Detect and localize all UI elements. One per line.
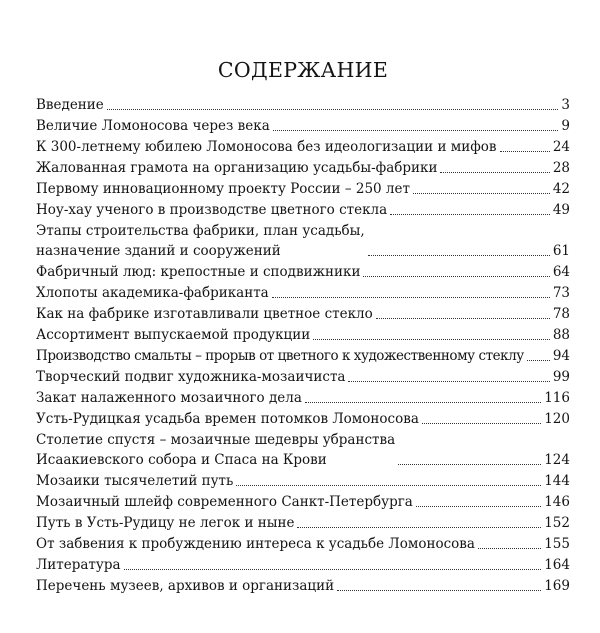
toc-entry xyxy=(36,513,570,533)
toc-entry xyxy=(36,200,570,220)
toc-entry-page: 9 xyxy=(561,118,570,134)
dot-leader xyxy=(422,423,541,424)
toc-entry-title: Перечень музеев, архивов и организаций xyxy=(36,578,335,594)
toc-entry-title: Величие Ломоносова через века xyxy=(36,118,270,134)
toc-entry-title: От забвения к пробуждению интереса к усадьбе Ломоносова xyxy=(36,536,475,552)
toc-entry-title: Путь в Усть-Рудицу не легок и ныне xyxy=(36,515,295,531)
dot-leader xyxy=(390,214,550,215)
toc-entry-page: 146 xyxy=(544,494,570,510)
toc-entry-page: 61 xyxy=(552,243,570,259)
toc-entry-page: 169 xyxy=(544,578,570,594)
toc-entry xyxy=(36,555,570,575)
dot-leader xyxy=(273,130,559,131)
dot-leader xyxy=(305,402,541,403)
toc-entry xyxy=(36,221,570,261)
toc-entry-page: 155 xyxy=(544,536,570,552)
toc-entry-title: Закат налаженного мозаичного дела xyxy=(36,390,302,406)
contents-page xyxy=(36,0,570,633)
page-title: СОДЕРЖАНИЕ xyxy=(217,58,389,82)
toc-entry-title: Этапы строительства фабрики, план усадьбы, назначение зданий и сооружений xyxy=(36,223,365,259)
toc-entry-page: 94 xyxy=(552,348,570,364)
toc-entry xyxy=(36,158,570,178)
dot-leader xyxy=(124,569,542,570)
toc-entry-page: 99 xyxy=(552,369,570,385)
dot-leader xyxy=(337,590,541,591)
toc-entry-title: Творческий подвиг художника-мозаичиста xyxy=(36,369,346,385)
dot-leader xyxy=(297,527,541,528)
toc-entry-page: 144 xyxy=(544,473,570,489)
dot-leader xyxy=(236,485,541,486)
toc-entry-page: 116 xyxy=(544,390,570,406)
toc-entry-page: 152 xyxy=(544,515,570,531)
toc-entry-page: 3 xyxy=(561,97,570,113)
toc-entry xyxy=(36,262,570,282)
toc-entry-page: 64 xyxy=(552,264,570,280)
toc-entry xyxy=(36,346,570,366)
toc-entry xyxy=(36,534,570,554)
dot-leader xyxy=(398,464,541,465)
toc-entry-page: 49 xyxy=(552,202,570,218)
toc-entry-title: Жалованная грамота на организацию усадьбы-фабрики xyxy=(36,160,438,176)
toc-entry xyxy=(36,95,570,115)
toc-entry xyxy=(36,492,570,512)
toc-entry-page: 88 xyxy=(552,327,570,343)
dot-leader xyxy=(107,109,559,110)
toc-entry-title: Ассортимент выпускаемой продукции xyxy=(36,327,311,343)
toc-entry xyxy=(36,137,570,157)
toc-entry xyxy=(36,388,570,408)
toc-entry xyxy=(36,471,570,491)
toc-entry xyxy=(36,283,570,303)
toc-entry-page: 164 xyxy=(544,557,570,573)
dot-leader xyxy=(348,381,549,382)
dot-leader xyxy=(527,360,550,361)
toc-entry-title: Хлопоты академика-фабриканта xyxy=(36,285,269,301)
toc-entry xyxy=(36,179,570,199)
toc-entry-page: 78 xyxy=(552,306,570,322)
dot-leader xyxy=(272,297,550,298)
toc-entry-page: 73 xyxy=(552,285,570,301)
toc-entry-title: Усть-Рудицкая усадьба времен потомков Ломоносова xyxy=(36,411,419,427)
toc-entry-page: 42 xyxy=(552,181,570,197)
toc-entry-page: 120 xyxy=(544,411,570,427)
dot-leader xyxy=(413,193,550,194)
dot-leader xyxy=(376,318,550,319)
dot-leader xyxy=(363,276,549,277)
toc-entry-title: Литература xyxy=(36,557,121,573)
toc-entry-title: Производство смальты – прорыв от цветного к художественному стеклу xyxy=(36,348,524,364)
toc-entry-title: Ноу-хау ученого в производстве цветного стекла xyxy=(36,202,388,218)
dot-leader xyxy=(368,255,550,256)
toc-entry xyxy=(36,116,570,136)
toc-entry-page: 24 xyxy=(552,139,570,155)
toc-entry xyxy=(36,367,570,387)
toc-entry xyxy=(36,576,570,596)
toc-entry-title: Столетие спустя – мозаичные шедевры убранства Исаакиевского собора и Спаса на Крови xyxy=(36,432,396,468)
dot-leader xyxy=(416,506,541,507)
toc-entry xyxy=(36,430,570,470)
toc-entry-title: Мозаичный шлейф современного Санкт-Петербурга xyxy=(36,494,413,510)
dot-leader xyxy=(313,339,550,340)
toc-entry xyxy=(36,325,570,345)
toc-entry xyxy=(36,304,570,324)
toc-entry-title: К 300-летнему юбилею Ломоносова без идеологизации и мифов xyxy=(36,139,497,155)
dot-leader xyxy=(478,548,541,549)
toc-entry-title: Мозаики тысячелетий путь xyxy=(36,473,234,489)
toc-entry xyxy=(36,409,570,429)
toc-entry-title: Введение xyxy=(36,97,104,113)
toc-entry-title: Фабричный люд: крепостные и сподвижники xyxy=(36,264,361,280)
toc-entry-title: Как на фабрике изготавливали цветное стекло xyxy=(36,306,373,322)
toc-entry-title: Первому инновационному проекту России – 250 лет xyxy=(36,181,410,197)
toc-entry-page: 124 xyxy=(544,452,570,468)
dot-leader xyxy=(500,151,550,152)
dot-leader xyxy=(440,172,549,173)
toc-entry-page: 28 xyxy=(552,160,570,176)
